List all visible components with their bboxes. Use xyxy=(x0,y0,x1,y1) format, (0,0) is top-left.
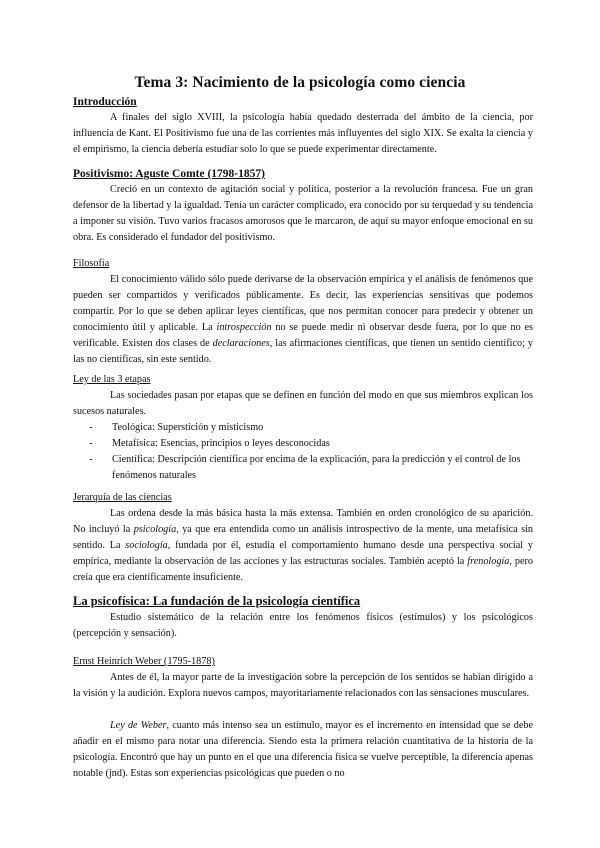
term-frenologia: frenología xyxy=(467,555,510,567)
paragraph-psicofisica: Estudio sistemático de la relación entre los fenómenos físicos (estímulos) y los psicológicos (percepción y sensación). xyxy=(73,612,533,639)
jerarquia-text-b: , ya que era entendida como un análisis introspectivo de la mente, una metafísica sin sentido. La xyxy=(73,523,533,551)
heading-ley-etapas: Ley de las 3 etapas xyxy=(73,374,151,385)
page-title: Tema 3: Nacimiento de la psicología como ciencia xyxy=(134,74,466,91)
paragraph-weber-2 xyxy=(73,718,533,782)
heading-weber: Ernst Heinrich Weber (1795-1878) xyxy=(73,656,215,667)
heading-psicofisica: La psicofísica: La fundación de la psicología científica xyxy=(73,594,361,608)
heading-filosofia: Filosofía xyxy=(73,258,110,269)
term-introspeccion: introspección xyxy=(216,321,272,333)
paragraph-positivismo: Creció en un contexto de agitación social y política, posterior a la revolución francesa. Fue un gran defensor de la libertad y la igualdad. Tenía un carácter complicado, era conocido por su terquedad y su tendencia a imponer su visión. Tuvo varios fracasos amorosos que le marcaron, de aquí su mayor enfoque emocional en su obra. Es considerado el fundador del positivismo. xyxy=(73,184,533,243)
filosofia-text-c: , las afirmaciones científicas, que tienen un sentido científico; y las no científicas, sin este sentido. xyxy=(73,337,533,365)
jerarquia-text-a: Las ordena desde la más básica hasta la más extensa. También en orden cronológico de su aparición. No incluyó la xyxy=(73,508,533,535)
filosofia-text-b: no se puede medir ni observar desde fuera, por lo que no es verificable. Existen dos clases de xyxy=(73,321,534,349)
list-item: - Teológica: Superstición y misticismo xyxy=(73,420,533,436)
heading-jerarquia: Jerarquía de las ciencias xyxy=(73,492,172,503)
paragraph-weber-1: Antes de él, la mayor parte de la investigación sobre la percepción de los sentidos se habían dirigido a la visión y la audición. Explora nuevos campos, mayoritariamente relacionados con las sensaciones musculares. xyxy=(73,672,533,699)
list-dash: - xyxy=(89,437,93,449)
term-declaraciones: declaraciones xyxy=(212,337,270,349)
filosofia-text-a: El conocimiento válido sólo puede derivarse de la observación empírica y el análisis de fenómenos que pueden ser compartidos y verificados públicamente. Es decir, las experiencias sensitivas que podemos compartir. Por lo que se deben aplicar leyes científicas, que nos permitan conocer para predecir y obtener un conocimiento útil y aplicable. La xyxy=(73,274,533,333)
list-item: - Metafísica: Esencias, principios o leyes desconocidas xyxy=(73,436,533,452)
weber-text-2: , cuanto más intenso sea un estímulo, mayor es el incremento en intensidad que se debe añadir en el mismo para notar una diferencia. Siendo esta la primera relación cuantitativa de la historia de la psicología. Encontró que hay un punto en el que una diferencia física se vuelve perceptible, la diferencia apenas notable (jnd). Estas son experiencias psicológicas que pueden o no xyxy=(73,720,533,779)
etapas-list xyxy=(73,420,533,484)
paragraph-jerarquia xyxy=(73,506,533,586)
list-dash: - xyxy=(89,453,93,465)
paragraph-ley-etapas: Las sociedades pasan por etapas que se definen en función del modo en que sus miembros explican los sucesos naturales. xyxy=(73,390,533,417)
term-sociologia: sociología xyxy=(125,539,168,551)
paragraph-filosofia xyxy=(73,272,533,367)
term-ley-de-weber: Ley de Weber xyxy=(110,720,167,731)
heading-introduccion: Introducción xyxy=(73,96,137,108)
list-item: - Científica: Descripción científica por encima de la explicación, para la predicción y el control de los fenómenos naturales xyxy=(89,453,521,481)
list-dash: - xyxy=(89,422,93,433)
paragraph-introduccion: A finales del siglo XVIII, la psicología había quedado desterrada del ámbito de la ciencia, por influencia de Kant. El Positivismo fue una de las corrientes más influyentes del siglo XIX. Se exalta la ciencia y el empirismo, la ciencia debería estudiar solo lo que se puede experimentar directamente. xyxy=(73,112,533,155)
jerarquia-text-c: , fundada por él, estudia el comportamiento humano desde una perspectiva social y empírica, mediante la observación de las acciones y las estructuras sociales. También aceptó la xyxy=(73,539,533,567)
term-psicologia: psicología xyxy=(133,523,177,535)
heading-positivismo: Positivismo: Aguste Comte (1798-1857) xyxy=(73,168,265,180)
jerarquia-text-d: , pero creía que era científicamente insuficiente. xyxy=(73,555,533,583)
